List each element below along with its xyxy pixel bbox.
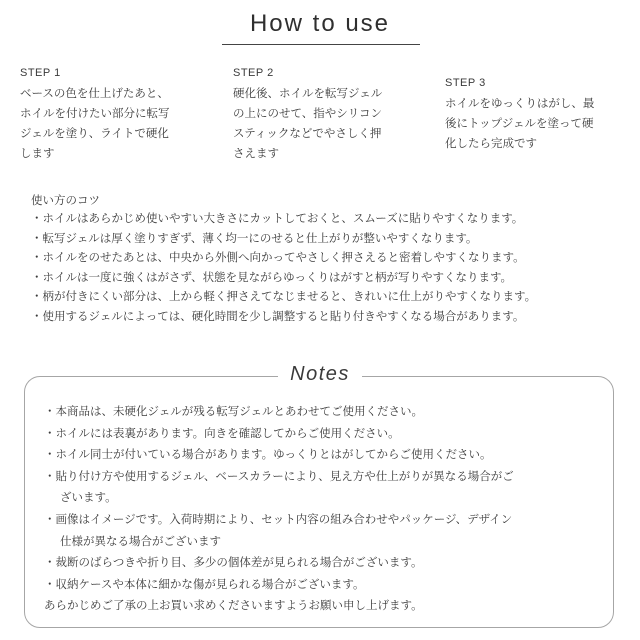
usage-tip-item: ・転写ジェルは厚く塗りすぎず、薄く均一にのせると仕上がりが整いやすくなります。 xyxy=(31,230,478,245)
notes-line: ・裁断のばらつきや折り目、多少の個体差が見られる場合がございます。 xyxy=(44,555,423,570)
notes-line: あらかじめご了承の上お買い求めくださいますようお願い申し上げます。 xyxy=(44,598,423,613)
usage-tip-item: ・使用するジェルによっては、硬化時間を少し調整すると貼り付きやすくなる場合があります。 xyxy=(31,308,525,323)
notes-line: ・ホイルには表裏があります。向きを確認してからご使用ください。 xyxy=(44,425,400,440)
usage-tip-item: ・ホイルはあらかじめ使いやすい大きさにカットしておくと、スムーズに貼りやすくなります。 xyxy=(31,211,524,225)
step-3-text-line: ホイルをゆっくりはがし、最 xyxy=(445,96,595,110)
notes-line: ・収納ケースや本体に細かな傷が見られる場合がございます。 xyxy=(44,576,365,591)
notes-line: ・ホイル同士が付いている場合があります。ゆっくりとはがしてからご使用ください。 xyxy=(44,447,492,462)
step-2-text-line: 硬化後、ホイルを転写ジェル xyxy=(233,86,383,100)
page-title: How to use xyxy=(249,10,391,37)
step-1-text-line: ホイルを付けたい部分に転写 xyxy=(20,106,170,120)
step-3-block xyxy=(445,76,594,153)
notes-list xyxy=(44,401,514,617)
notes-line: 仕様が異なる場合がございます xyxy=(60,533,221,548)
step-1-text-line: します xyxy=(20,146,55,160)
usage-tips-section xyxy=(31,191,536,326)
notes-line: ・画像はイメージです。入荷時期により、セット内容の組み合わせやパッケージ、デザイン xyxy=(44,511,513,526)
usage-tip-item: ・柄が付きにくい部分は、上から軽く押さえてなじませると、きれいに仕上がりやすくなります。 xyxy=(31,289,537,303)
step-3-text-line: 化したら完成です xyxy=(445,136,537,150)
step-2-text-line: さえます xyxy=(233,146,279,160)
notes-title: Notes xyxy=(278,360,362,388)
step-2-text-line: スティックなどでやさしく押 xyxy=(233,126,382,140)
step-2-text-line: の上にのせて、指やシリコン xyxy=(233,106,383,120)
step-1-label: STEP 1 xyxy=(20,67,61,79)
usage-tips-heading: 使い方のコツ xyxy=(31,193,100,207)
step-3-text-line: 後にトップジェルを塗って硬 xyxy=(445,116,594,130)
step-1-block xyxy=(20,66,170,163)
usage-tip-item: ・ホイルは一度に強くはがさず、状態を見ながらゆっくりはがすと柄が写りやすくなります。 xyxy=(31,269,513,284)
step-2-block xyxy=(233,66,382,163)
step-1-text-line: ジェルを塗り、ライトで硬化 xyxy=(20,126,169,140)
step-2-label: STEP 2 xyxy=(233,67,274,79)
notes-line: ・本商品は、未硬化ジェルが残る転写ジェルとあわせてご使用ください。 xyxy=(44,404,424,418)
notes-line: ・貼り付け方や使用するジェル、ベースカラーにより、見え方や仕上がりが異なる場合がご xyxy=(44,468,514,483)
step-1-text-line: ベースの色を仕上げたあと、 xyxy=(20,86,169,100)
usage-tip-item: ・ホイルをのせたあとは、中央から外側へ向かってやさしく押さえると密着しやすくなります。 xyxy=(31,250,525,264)
step-3-label: STEP 3 xyxy=(445,77,486,89)
title-underline xyxy=(222,44,420,45)
notes-line: ざいます。 xyxy=(60,490,117,505)
